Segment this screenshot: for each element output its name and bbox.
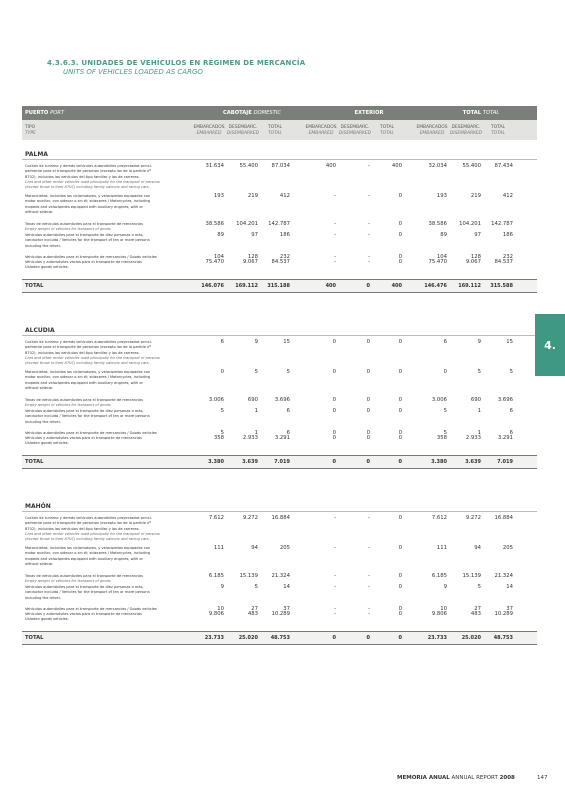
cell-value: 0 bbox=[332, 397, 336, 403]
cell-value: 9.272 bbox=[465, 515, 481, 521]
cell-value: 14 bbox=[283, 584, 290, 590]
cell-value: 186 bbox=[502, 232, 513, 238]
total-label: TOTAL bbox=[25, 459, 44, 465]
cell-value: 0 bbox=[366, 369, 370, 375]
total-value: 3.380 bbox=[431, 459, 447, 465]
cell-value: 21.324 bbox=[494, 573, 513, 579]
cell-value: 6.185 bbox=[431, 573, 447, 579]
cell-value: 0 bbox=[366, 430, 370, 436]
total-value: 0 bbox=[398, 459, 402, 465]
cell-value: 84.537 bbox=[494, 259, 513, 265]
cell-value: 0 bbox=[332, 408, 336, 414]
total-value: 0 bbox=[366, 635, 370, 641]
cell-value: 6 bbox=[220, 339, 224, 345]
table-row bbox=[22, 260, 537, 273]
table-row bbox=[22, 585, 537, 607]
chapter-tab: 4. bbox=[535, 314, 565, 376]
cell-value: 111 bbox=[436, 545, 447, 551]
total-row bbox=[22, 279, 537, 293]
cell-value: 0 bbox=[398, 232, 402, 238]
cell-value: 0 bbox=[366, 397, 370, 403]
total-value: 48.753 bbox=[270, 635, 290, 641]
total-value: 169.112 bbox=[458, 283, 481, 289]
cell-value: 232 bbox=[279, 254, 290, 260]
total-value: 0 bbox=[332, 459, 336, 465]
cell-value: 3.291 bbox=[497, 435, 513, 441]
cell-value: 16.884 bbox=[494, 515, 513, 521]
row-label: Tanas de vehículos automóviles para el transporte de mercancías Empty weight of vehicles for transport of goods bbox=[25, 222, 144, 232]
cell-value: 38.586 bbox=[205, 221, 224, 227]
cell-value: 5 bbox=[286, 369, 290, 375]
cell-value: 690 bbox=[247, 397, 258, 403]
total-value: 400 bbox=[325, 283, 336, 289]
cell-value: 7.612 bbox=[431, 515, 447, 521]
total-value: 25.020 bbox=[461, 635, 481, 641]
cell-value: - bbox=[334, 584, 336, 590]
cell-value: 3.696 bbox=[274, 397, 290, 403]
cell-value: 193 bbox=[436, 193, 447, 199]
cell-value: 0 bbox=[398, 430, 402, 436]
total-value: 0 bbox=[332, 635, 336, 641]
row-label: Vehículos automóviles para el transporte de diez personas o más, conductor incluido / Vehicles for the transport of ten or more persons including the driver. bbox=[25, 409, 150, 424]
column-header: TOTAL TOTAL bbox=[380, 125, 394, 136]
cell-value: 0 bbox=[398, 339, 402, 345]
cell-value: 9 bbox=[443, 584, 447, 590]
cell-value: 483 bbox=[470, 611, 481, 617]
total-value: 0 bbox=[398, 635, 402, 641]
cell-value: 205 bbox=[502, 545, 513, 551]
column-header: DESEMBARC. DISEMBARKED bbox=[338, 125, 372, 136]
cell-value: 10.289 bbox=[271, 611, 290, 617]
cell-value: 193 bbox=[213, 193, 224, 199]
cell-value: - bbox=[368, 221, 370, 227]
cell-value: 0 bbox=[443, 369, 447, 375]
cell-value: 0 bbox=[398, 515, 402, 521]
cell-value: 75.470 bbox=[205, 259, 224, 265]
row-label: Motocicletas, incluidos los ciclomotores, y velocípedos equipados con motor auxiliar, con sidecar o sin él; sidecares / Motorcycles, including mopeds and velocipedes equipped with auxiliary engines, with or without sidecar. bbox=[25, 370, 151, 390]
column-header: EMBARCADOS EMBARKED bbox=[416, 125, 448, 136]
cell-value: 5 bbox=[254, 584, 258, 590]
table-row bbox=[22, 409, 537, 431]
table-row bbox=[22, 516, 537, 546]
cell-value: 6 bbox=[509, 408, 513, 414]
total-row bbox=[22, 455, 537, 469]
table-row bbox=[22, 164, 537, 194]
port-name: PALMA bbox=[22, 148, 537, 160]
title-es: 4.3.6.3. UNIDADES DE VEHÍCULOS EN RÉGIMEN DE MERCANCÍA bbox=[47, 59, 306, 67]
cell-value: 9 bbox=[477, 339, 481, 345]
cabotaje-header: CABOTAJE DOMESTIC bbox=[222, 110, 282, 116]
table-row bbox=[22, 436, 537, 449]
cell-value: 0 bbox=[398, 435, 402, 441]
title-en: UNITS OF VEHICLES LOADED AS CARGO bbox=[63, 68, 203, 76]
cell-value: 0 bbox=[398, 369, 402, 375]
row-label: Motocicletas, incluidos los ciclomotores, y velocípedos equipados con motor auxiliar, con sidecar o sin él; sidecares / Motorcycles, including mopeds and velocipedes equipped with auxiliary engines, with or without sidecar. bbox=[25, 546, 151, 566]
cell-value: 5 bbox=[509, 369, 513, 375]
cell-value: - bbox=[368, 259, 370, 265]
cell-value: 104 bbox=[213, 254, 224, 260]
cell-value: 0 bbox=[398, 584, 402, 590]
cell-value: 0 bbox=[398, 221, 402, 227]
port-section bbox=[22, 324, 537, 469]
row-label: Coches de turismo y demás vehículos automóviles proyectados princi- palmente para el transporte de personas (excepto los de la partida nº 8702), incluidos los vehículos del tipo familiar y los de carreras. Cars and other motor vehicles used principally for the transport of persons (except those in item 8702) including family saloons and racing cars. bbox=[25, 164, 160, 190]
tipo-header: TIPO TYPE bbox=[25, 125, 36, 136]
column-header: TOTAL TOTAL bbox=[491, 125, 505, 136]
table-row bbox=[22, 370, 537, 398]
cell-value: 37 bbox=[506, 606, 513, 612]
cell-value: 32.034 bbox=[428, 163, 447, 169]
cell-value: 3.006 bbox=[431, 397, 447, 403]
cell-value: 0 bbox=[398, 606, 402, 612]
cell-value: 2.933 bbox=[242, 435, 258, 441]
cell-value: 0 bbox=[398, 193, 402, 199]
total-value: 315.188 bbox=[267, 283, 290, 289]
table-row bbox=[22, 398, 537, 409]
page-number: 147 bbox=[537, 775, 548, 781]
cell-value: 205 bbox=[279, 545, 290, 551]
cell-value: 15.139 bbox=[239, 573, 258, 579]
cell-value: 75.470 bbox=[428, 259, 447, 265]
port-header: PUERTO PORT bbox=[25, 110, 65, 116]
cell-value: 5 bbox=[220, 430, 224, 436]
cell-value: 87.034 bbox=[271, 163, 290, 169]
total-row bbox=[22, 631, 537, 645]
total-value: 0 bbox=[366, 283, 370, 289]
table-row bbox=[22, 233, 537, 255]
cell-value: 0 bbox=[366, 339, 370, 345]
cell-value: 0 bbox=[398, 573, 402, 579]
cell-value: - bbox=[368, 254, 370, 260]
cell-value: 1 bbox=[254, 430, 258, 436]
table-row bbox=[22, 574, 537, 585]
cell-value: 6.185 bbox=[208, 573, 224, 579]
cell-value: - bbox=[334, 545, 336, 551]
total-value: 146.076 bbox=[201, 283, 224, 289]
total-value: 3.639 bbox=[242, 459, 258, 465]
cell-value: 104.201 bbox=[236, 221, 258, 227]
cell-value: - bbox=[334, 254, 336, 260]
cell-value: 358 bbox=[213, 435, 224, 441]
total-header: TOTAL TOTAL bbox=[462, 110, 500, 116]
cell-value: 5 bbox=[477, 369, 481, 375]
cell-value: 186 bbox=[279, 232, 290, 238]
cell-value: 21.324 bbox=[271, 573, 290, 579]
cell-value: 94 bbox=[251, 545, 258, 551]
cell-value: 0 bbox=[398, 611, 402, 617]
column-header: EMBARCADOS EMBARKED bbox=[193, 125, 225, 136]
cell-value: 128 bbox=[470, 254, 481, 260]
total-value: 3.380 bbox=[208, 459, 224, 465]
cell-value: 0 bbox=[398, 254, 402, 260]
cell-value: 97 bbox=[474, 232, 481, 238]
cell-value: - bbox=[368, 232, 370, 238]
cell-value: 14 bbox=[506, 584, 513, 590]
row-label: Vehículos automóviles para el transporte de mercancías / Goods vehicles bbox=[25, 431, 157, 435]
cell-value: 10.289 bbox=[494, 611, 513, 617]
cell-value: 142.787 bbox=[491, 221, 513, 227]
cell-value: 0 bbox=[398, 408, 402, 414]
cell-value: 400 bbox=[325, 163, 336, 169]
cell-value: - bbox=[368, 163, 370, 169]
cell-value: 15 bbox=[283, 339, 290, 345]
cell-value: - bbox=[334, 259, 336, 265]
column-header: DESEMBARC. DISEMBARKED bbox=[226, 125, 260, 136]
cell-value: 5 bbox=[254, 369, 258, 375]
port-name: MAHÓN bbox=[22, 500, 537, 512]
cell-value: 55.400 bbox=[462, 163, 481, 169]
total-value: 146.476 bbox=[424, 283, 447, 289]
total-value: 0 bbox=[366, 459, 370, 465]
row-label: Vehículos automóviles para el transporte de mercancías / Goods vehicles bbox=[25, 255, 157, 259]
cell-value: 1 bbox=[477, 408, 481, 414]
cell-value: 97 bbox=[251, 232, 258, 238]
cell-value: 104 bbox=[436, 254, 447, 260]
port-section bbox=[22, 500, 537, 645]
total-value: 48.753 bbox=[493, 635, 513, 641]
cell-value: - bbox=[334, 606, 336, 612]
cell-value: 0 bbox=[398, 397, 402, 403]
row-label: Vehículos y automóviles vacíos para el transporte de mercancías Unladen goods vehicles. bbox=[25, 436, 142, 446]
row-label: Coches de turismo y demás vehículos automóviles proyectados princi- palmente para el transporte de personas (excepto los de la partida nº 8702), incluidos los vehículos del tipo familiar y los de carreras. Cars and other motor vehicles used principally for the transport of persons (except those in item 8702) including family saloons and racing cars. bbox=[25, 340, 160, 366]
cell-value: 5 bbox=[220, 408, 224, 414]
cell-value: 6 bbox=[509, 430, 513, 436]
total-label: TOTAL bbox=[25, 635, 44, 641]
cell-value: 0 bbox=[332, 339, 336, 345]
cell-value: 0 bbox=[398, 545, 402, 551]
cell-value: 9.806 bbox=[208, 611, 224, 617]
total-value: 25.020 bbox=[238, 635, 258, 641]
table-row bbox=[22, 546, 537, 574]
cell-value: 0 bbox=[366, 435, 370, 441]
cell-value: 483 bbox=[247, 611, 258, 617]
total-value: 7.019 bbox=[497, 459, 513, 465]
cell-value: - bbox=[368, 545, 370, 551]
cell-value: 84.537 bbox=[271, 259, 290, 265]
cell-value: 9.272 bbox=[242, 515, 258, 521]
cell-value: - bbox=[368, 193, 370, 199]
cell-value: 0 bbox=[332, 430, 336, 436]
cell-value: - bbox=[334, 221, 336, 227]
cell-value: 87.434 bbox=[494, 163, 513, 169]
total-value: 315.588 bbox=[490, 283, 513, 289]
cell-value: 10 bbox=[440, 606, 447, 612]
cell-value: 128 bbox=[247, 254, 258, 260]
cell-value: 0 bbox=[220, 369, 224, 375]
cell-value: - bbox=[334, 515, 336, 521]
cell-value: 38.586 bbox=[428, 221, 447, 227]
row-label: Tanas de vehículos automóviles para el transporte de mercancías Empty weight of vehicles for transport of goods bbox=[25, 398, 144, 408]
cell-value: 7.612 bbox=[208, 515, 224, 521]
cell-value: 27 bbox=[474, 606, 481, 612]
total-value: 169.112 bbox=[235, 283, 258, 289]
total-value: 23.733 bbox=[204, 635, 224, 641]
cell-value: 31.634 bbox=[205, 163, 224, 169]
cell-value: 232 bbox=[502, 254, 513, 260]
total-value: 23.733 bbox=[427, 635, 447, 641]
cell-value: 0 bbox=[366, 408, 370, 414]
table-row bbox=[22, 194, 537, 222]
cell-value: 6 bbox=[286, 430, 290, 436]
cell-value: 690 bbox=[470, 397, 481, 403]
cell-value: 10 bbox=[217, 606, 224, 612]
cell-value: 9 bbox=[254, 339, 258, 345]
cell-value: 5 bbox=[477, 584, 481, 590]
cell-value: 9.806 bbox=[431, 611, 447, 617]
cell-value: - bbox=[368, 606, 370, 612]
header-band bbox=[22, 106, 537, 120]
cell-value: 219 bbox=[247, 193, 258, 199]
cell-value: 219 bbox=[470, 193, 481, 199]
cell-value: 3.696 bbox=[497, 397, 513, 403]
cell-value: 55.400 bbox=[239, 163, 258, 169]
column-subheader bbox=[22, 120, 537, 140]
row-label: Vehículos automóviles para el transporte de diez personas o más, conductor incluido / Vehicles for the transport of ten or more persons including the driver. bbox=[25, 585, 150, 600]
cell-value: 2.933 bbox=[465, 435, 481, 441]
cell-value: 1 bbox=[254, 408, 258, 414]
cell-value: - bbox=[334, 573, 336, 579]
table-header bbox=[22, 106, 537, 140]
cell-value: 6 bbox=[443, 339, 447, 345]
total-value: 400 bbox=[391, 283, 402, 289]
cell-value: 15 bbox=[506, 339, 513, 345]
footer-report: MEMORIA ANUAL ANNUAL REPORT 2008 bbox=[397, 775, 515, 781]
total-value: 3.639 bbox=[465, 459, 481, 465]
column-header: TOTAL TOTAL bbox=[268, 125, 282, 136]
cell-value: 0 bbox=[332, 369, 336, 375]
cell-value: 1 bbox=[477, 430, 481, 436]
column-header: EMBARCADOS EMBARKED bbox=[305, 125, 337, 136]
cell-value: 16.884 bbox=[271, 515, 290, 521]
cell-value: 111 bbox=[213, 545, 224, 551]
cell-value: - bbox=[368, 611, 370, 617]
cell-value: - bbox=[334, 193, 336, 199]
row-label: Vehículos automóviles para el transporte de mercancías / Goods vehicles bbox=[25, 607, 157, 611]
cell-value: 94 bbox=[474, 545, 481, 551]
cell-value: 37 bbox=[283, 606, 290, 612]
exterior-header: EXTERIOR bbox=[354, 110, 384, 116]
cell-value: - bbox=[368, 573, 370, 579]
port-name: ALCUDIA bbox=[22, 324, 537, 336]
total-value: 7.019 bbox=[274, 459, 290, 465]
cell-value: 412 bbox=[279, 193, 290, 199]
row-label: Motocicletas, incluidos los ciclomotores, y velocípedos equipados con motor auxiliar, con sidecar o sin él; sidecares / Motorcycles, including mopeds and velocipedes equipped with auxiliary engines, with or without sidecar. bbox=[25, 194, 151, 214]
cell-value: 142.787 bbox=[268, 221, 290, 227]
cell-value: 104.201 bbox=[459, 221, 481, 227]
row-label: Coches de turismo y demás vehículos automóviles proyectados princi- palmente para el transporte de personas (excepto los de la partida nº 8702), incluidos los vehículos del tipo familiar y los de carreras. Cars and other motor vehicles used principally for the transport of persons (except those in item 8702) including family saloons and racing cars. bbox=[25, 516, 160, 542]
cell-value: 0 bbox=[398, 259, 402, 265]
total-label: TOTAL bbox=[25, 283, 44, 289]
cell-value: 9 bbox=[220, 584, 224, 590]
port-section bbox=[22, 148, 537, 293]
table-row bbox=[22, 340, 537, 370]
cell-value: 9.067 bbox=[242, 259, 258, 265]
cell-value: - bbox=[368, 515, 370, 521]
cell-value: - bbox=[368, 584, 370, 590]
cell-value: 400 bbox=[391, 163, 402, 169]
cell-value: 412 bbox=[502, 193, 513, 199]
table-row bbox=[22, 612, 537, 625]
cell-value: 3.006 bbox=[208, 397, 224, 403]
row-label: Tanas de vehículos automóviles para el transporte de mercancías Empty weight of vehicles for transport of goods bbox=[25, 574, 144, 584]
cell-value: - bbox=[334, 232, 336, 238]
cell-value: 358 bbox=[436, 435, 447, 441]
cell-value: 89 bbox=[440, 232, 447, 238]
cell-value: 0 bbox=[332, 435, 336, 441]
row-label: Vehículos y automóviles vacíos para el transporte de mercancías Unladen goods vehicles. bbox=[25, 260, 142, 270]
cell-value: 9.067 bbox=[465, 259, 481, 265]
cell-value: 6 bbox=[286, 408, 290, 414]
cell-value: 5 bbox=[443, 430, 447, 436]
row-label: Vehículos automóviles para el transporte de diez personas o más, conductor incluido / Vehicles for the transport of ten or more persons including the driver. bbox=[25, 233, 150, 248]
cell-value: 3.291 bbox=[274, 435, 290, 441]
row-label: Vehículos y automóviles vacíos para el transporte de mercancías Unladen goods vehicles. bbox=[25, 612, 142, 622]
cell-value: 27 bbox=[251, 606, 258, 612]
cell-value: - bbox=[334, 611, 336, 617]
cell-value: 89 bbox=[217, 232, 224, 238]
table-title bbox=[47, 59, 305, 77]
cell-value: 15.139 bbox=[462, 573, 481, 579]
column-header: DESEMBARC. DISEMBARKED bbox=[449, 125, 483, 136]
cell-value: 5 bbox=[443, 408, 447, 414]
